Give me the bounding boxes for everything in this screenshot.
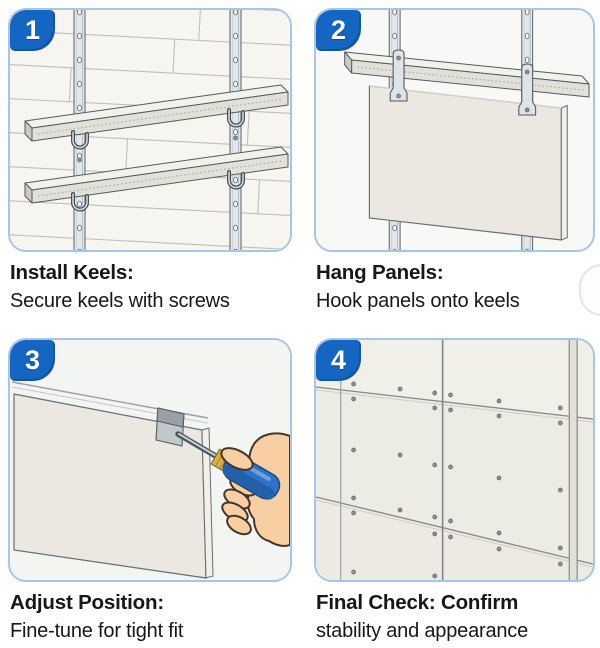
step-2-caption xyxy=(316,259,595,315)
adjust-position-illustration xyxy=(10,340,290,580)
step-number-badge: 3 xyxy=(10,340,55,381)
step-3 xyxy=(8,338,292,648)
hanging-clip xyxy=(390,50,407,101)
step-1-caption xyxy=(10,259,292,315)
step-description: Fine-tune for tight fit xyxy=(10,620,184,642)
hang-panels-illustration xyxy=(316,10,593,250)
step-title: Hang Panels: xyxy=(316,261,444,284)
step-2 xyxy=(314,8,595,318)
step-title: Install Keels: xyxy=(10,261,134,284)
step-3-illustration-frame xyxy=(8,338,292,582)
step-description: Hook panels onto keels xyxy=(316,290,520,312)
step-title: Adjust Position: xyxy=(10,591,164,614)
step-3-caption xyxy=(10,589,292,645)
stud-screw xyxy=(78,158,82,162)
step-1-illustration-frame xyxy=(8,8,292,252)
step-number-badge: 1 xyxy=(10,10,55,51)
step-4 xyxy=(314,338,595,648)
step-4-illustration-frame xyxy=(314,338,595,582)
step-description: stability and appearance xyxy=(316,620,529,642)
right-stud xyxy=(230,10,241,250)
hanging-clip xyxy=(519,64,536,115)
step-description: Secure keels with screws xyxy=(10,290,230,312)
step-2-illustration-frame xyxy=(314,8,595,252)
hung-panel xyxy=(369,86,567,240)
stud-screw xyxy=(234,136,238,140)
final-check-illustration xyxy=(316,340,593,580)
step-title: Final Check: Confirm xyxy=(316,591,519,614)
install-keels-illustration xyxy=(10,10,290,250)
adjustment-clip xyxy=(156,408,184,446)
step-1 xyxy=(8,8,292,318)
step-number-badge: 4 xyxy=(316,340,361,381)
finished-wall-panels xyxy=(316,340,593,580)
step-number-badge: 2 xyxy=(316,10,361,51)
step-4-caption xyxy=(316,589,595,645)
